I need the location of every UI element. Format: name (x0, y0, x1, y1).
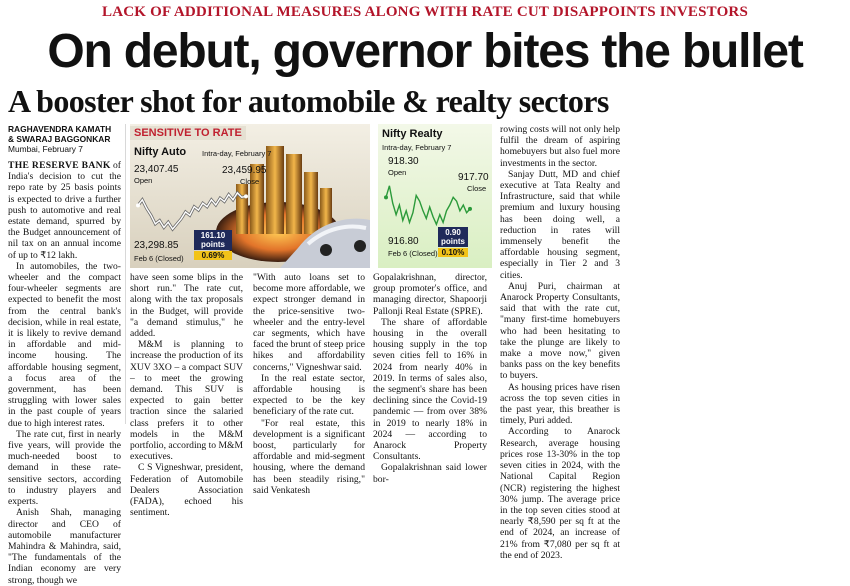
column-3 (253, 272, 365, 496)
lead-caps: THE RESERVE BANK (8, 160, 111, 171)
paragraph: According to Anarock Research, average housing prices rose 13-30% in the top seven cities in 2024, with the National Capital Region (NCR) registering the highest 30% jump. The average price in the top seven cities stood at nearly ₹8,590 per sq ft at the end of 2024, an increase of 21% from ₹7,080 per sq ft at the end of 2023. (500, 426, 620, 561)
paragraph: Gopalakrishnan said lower bor- (373, 462, 487, 485)
paragraph: Anish Shah, managing director and CEO of automobile manufacturer Mahindra & Mahindra, said, "The fundamentals of the Indian economy are very strong, though we (8, 507, 121, 586)
paragraph: have seen some blips in the short run." The rate cut, along with the tax proposals in the Budget, will provide "a demand stimulus," he added. (130, 272, 243, 340)
auto-close-label: Close (240, 177, 260, 186)
paragraph: M&M is planning to increase the production of its XUV 3XO – a compact SUV – to meet the growing demand. This SUV is expected to gain better traction since the salaried class prefers it to other models in the M&M portfolio, according to M&M executives. (130, 339, 243, 463)
column-5 (500, 124, 620, 561)
paragraph: C S Vigneshwar, president, Federation of Automobile Dealers Association (FADA), echoed his sentiment. (130, 462, 243, 519)
paragraph: In the real estate sector, affordable housing is expected to be the key beneficiary of the rate cut. (253, 372, 365, 418)
realty-low-label: Feb 6 (Closed) (388, 249, 438, 258)
graphic-banner: SENSITIVE TO RATE (130, 126, 246, 140)
dateline: Mumbai, February 7 (8, 144, 83, 154)
realty-change-badge (438, 227, 468, 247)
open-point (384, 195, 388, 199)
paragraph: rowing costs will not only help fulfil the dream of aspiring homebuyers but also fuel more investments in the sector. (500, 124, 620, 169)
close-point (244, 194, 248, 198)
paragraph: As housing prices have risen across the top seven cities in the past year, this breather is timely, Puri added. (500, 381, 620, 427)
column-1 (8, 124, 121, 586)
realty-change-pct: 0.10% (438, 248, 468, 257)
rate-graphic (130, 124, 492, 268)
realty-low-value: 916.80 (388, 236, 419, 247)
paragraph: Sanjay Dutt, MD and chief executive at Tata Realty and Infrastructure, said that while premium and luxury housing has been doing well, a reduction in rates will immensely benefit the affordable housing segment, especially in Tier 2 and 3 cities. (500, 168, 620, 281)
headline: On debut, governor bites the bullet (47, 25, 803, 78)
byline-2: & SWARAJ BAGGONKAR (8, 134, 111, 144)
column-1-text (8, 160, 121, 586)
column-divider (125, 124, 126, 424)
auto-title: Nifty Auto (134, 146, 187, 158)
paragraph: Gopalakrishnan, director, group promoter's office, and managing director, Shapoorji Pallonji Real Estate (SPRE). (373, 272, 487, 317)
auto-subtitle: Intra-day, February 7 (202, 149, 272, 158)
paragraph (8, 160, 121, 261)
realty-close-value: 917.70 (458, 172, 489, 183)
paragraph: Anuj Puri, chairman at Anarock Property Consultants, said that with the rate cut, "many first-time homebuyers who had been hesitating to take the plunge are likely to make a move now," given banks pass on the key benefits to buyers. (500, 280, 620, 382)
realty-subtitle: Intra-day, February 7 (382, 143, 452, 152)
auto-open-label: Open (134, 176, 153, 185)
byline-1: RAGHAVENDRA KAMATH (8, 124, 112, 134)
realty-title: Nifty Realty (382, 128, 443, 140)
realty-open-label: Open (388, 168, 407, 177)
auto-open-value: 23,407.45 (134, 164, 179, 175)
open-point (136, 203, 140, 207)
paragraph: "For real estate, this development is a significant boost, particularly for affordable and mid-segment housing, where the demand has been steadily rising," said Venkatesh (253, 417, 365, 496)
column-4 (373, 272, 487, 485)
kicker: LACK OF ADDITIONAL MEASURES ALONG WITH RATE CUT DISAPPOINTS INVESTORS (101, 4, 749, 20)
realty-close-label: Close (467, 184, 487, 193)
auto-low-value: 23,298.85 (134, 240, 179, 251)
realty-change-word: points (441, 237, 465, 246)
auto-low-label: Feb 6 (Closed) (134, 254, 184, 263)
close-point (468, 207, 472, 211)
auto-change-word: points (201, 240, 225, 249)
auto-change-pct: 0.69% (194, 251, 232, 260)
column-2 (130, 272, 243, 518)
paragraph: The rate cut, first in nearly five years, will provide the much-needed boost to demand in these rate-sensitive sectors, according to industry players and experts. (8, 428, 121, 508)
paragraph: In automobiles, the two-wheeler and the compact four-wheeler segments are expected to benefit the most from the central bank's decision, while in real estate, it is likely to revive demand in affordable and mid-income housing. The affordable housing segment, a focus area of the government, has been struggling with lower sales in the past couple of years due to high interest rates. (8, 260, 121, 429)
lead-text: of India's decision to cut the repo rate by 25 basis points is expected to drive a further push to automotive and real estate demand, spurred by the Budget announcement of nil tax on an annual income of up to ₹12 lakh. (8, 160, 121, 261)
auto-close-value: 23,459.95 (222, 165, 267, 176)
paragraph: The share of affordable housing in the overall housing supply in the top seven cities fell to 16% in 2024 from nearly 40% in 2019. In terms of sales also, the segment's share has been declining since the Covid-19 pandemic — from over 38% in 2019 to nearly 18% in 2024 — according to Anarock Property Consultants. (373, 316, 487, 463)
subhead: A booster shot for automobile & realty sectors (8, 83, 609, 119)
realty-open-value: 918.30 (388, 156, 419, 167)
realty-change-points: 0.90 (445, 228, 461, 237)
auto-change-points: 161.10 (200, 231, 226, 240)
paragraph: "With auto loans set to become more affordable, we expect stronger demand in the price-sensitive two-wheeler and the entry-level car segments, which have faced the brunt of steep price hikes and affordability concerns," Vigneshwar said. (253, 272, 365, 373)
auto-change-badge (194, 230, 232, 250)
